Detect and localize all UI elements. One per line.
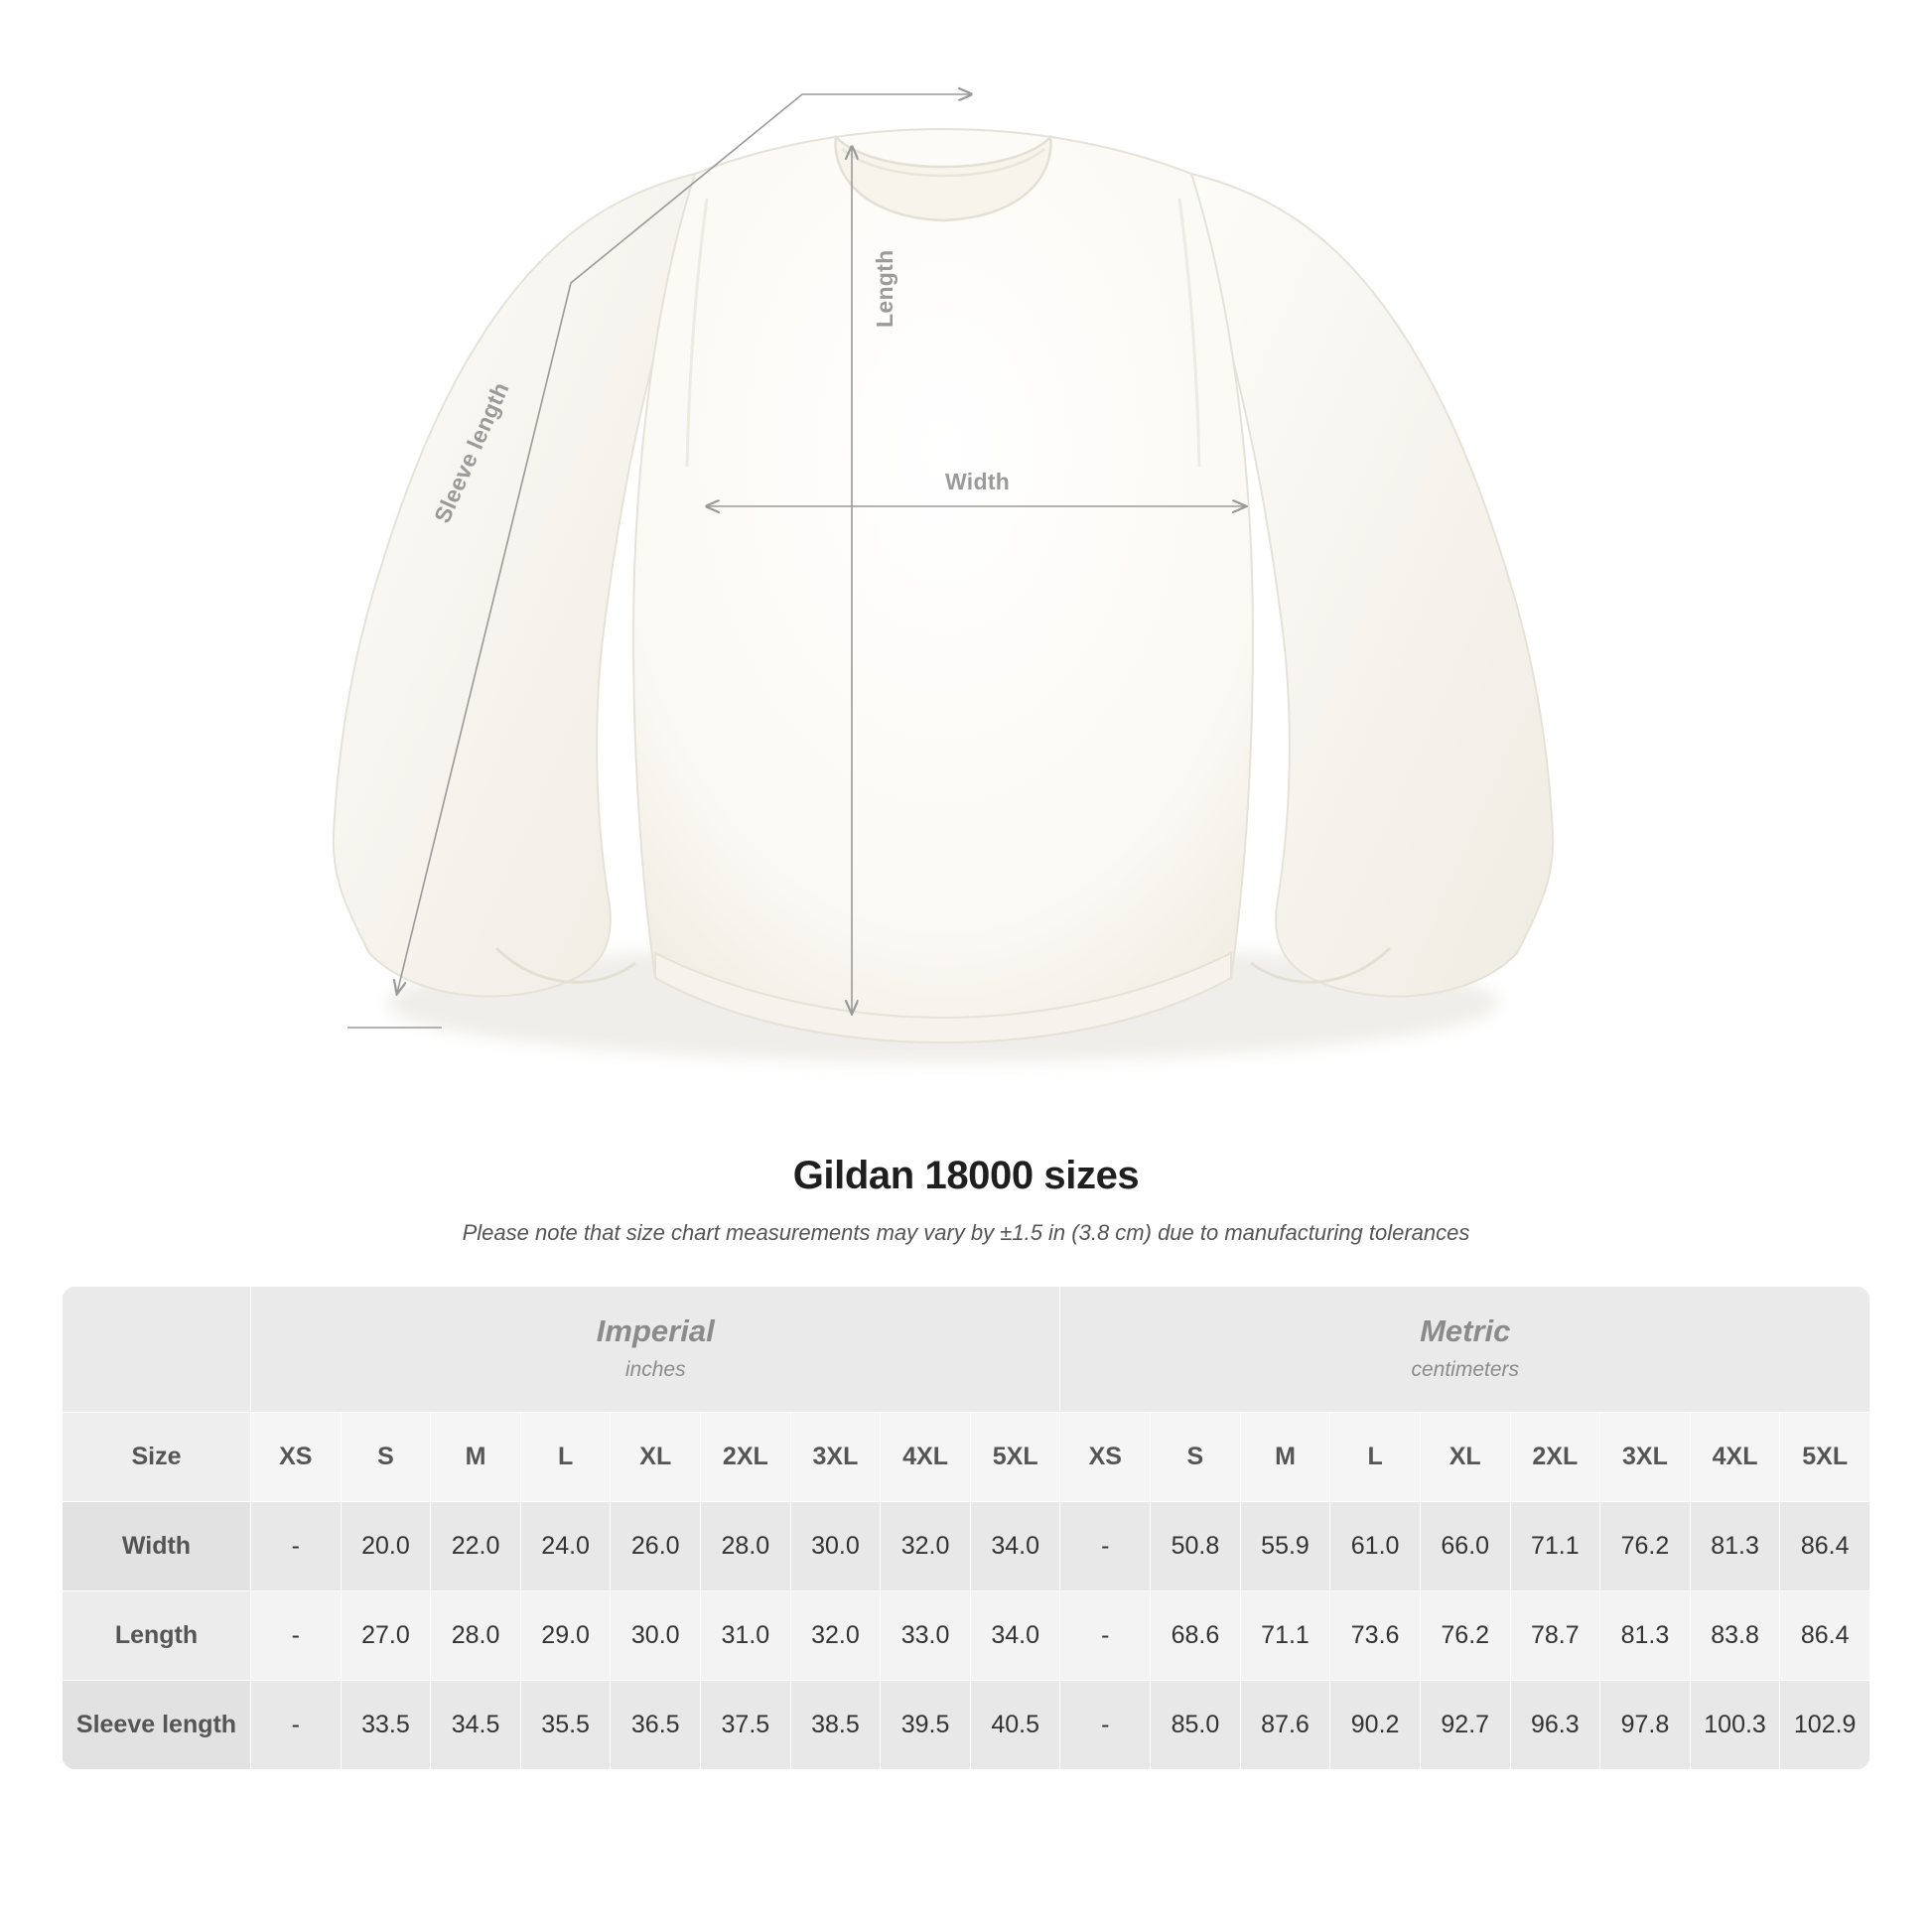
cell-sleeve-imperial-3xl: 38.5 [790,1680,881,1769]
garment-body [633,129,1253,1042]
cell-length-metric-s: 68.6 [1151,1590,1241,1680]
cell-sleeve-imperial-5xl: 40.5 [970,1680,1060,1769]
title-block [0,1154,1932,1246]
row-label-sleeve-length: Sleeve length [63,1680,251,1769]
metric-unit-title: Metric [1420,1313,1511,1348]
unit-header-row [63,1287,1870,1413]
cell-width-metric-xl: 66.0 [1420,1501,1510,1590]
cell-length-metric-l: 73.6 [1330,1590,1421,1680]
cell-width-metric-l: 61.0 [1330,1501,1421,1590]
cell-length-metric-xs: - [1060,1590,1151,1680]
cell-length-imperial-s: 27.0 [341,1590,431,1680]
imperial-unit-sub: inches [624,1357,686,1381]
metric-unit-sub: centimeters [1411,1357,1520,1381]
table-row [63,1501,1870,1590]
header-cell-metric-xl: XL [1420,1412,1510,1501]
cell-length-imperial-5xl: 34.0 [970,1590,1060,1680]
cell-width-imperial-l: 24.0 [520,1501,611,1590]
cell-sleeve-imperial-xs: - [251,1680,342,1769]
cell-sleeve-metric-s: 85.0 [1151,1680,1241,1769]
header-cell-imperial-5xl: 5XL [970,1412,1060,1501]
cell-length-metric-3xl: 81.3 [1600,1590,1691,1680]
cell-length-metric-m: 71.1 [1240,1590,1330,1680]
cell-width-metric-xs: - [1060,1501,1151,1590]
cell-sleeve-metric-5xl: 102.9 [1780,1680,1870,1769]
header-cell-metric-s: S [1151,1412,1241,1501]
cell-width-imperial-m: 22.0 [431,1501,521,1590]
cell-width-imperial-2xl: 28.0 [701,1501,791,1590]
cell-width-imperial-s: 20.0 [341,1501,431,1590]
header-cell-imperial-xl: XL [611,1412,701,1501]
cell-sleeve-metric-xl: 92.7 [1420,1680,1510,1769]
cell-sleeve-imperial-xl: 36.5 [611,1680,701,1769]
width-dimension-label: Width [945,469,1011,494]
cell-width-metric-3xl: 76.2 [1600,1501,1691,1590]
size-table [62,1286,1870,1770]
header-cell-metric-4xl: 4XL [1690,1412,1780,1501]
cell-sleeve-metric-3xl: 97.8 [1600,1680,1691,1769]
size-table-container [62,1286,1870,1770]
page-title: Gildan 18000 sizes [792,1154,1140,1197]
cell-sleeve-metric-l: 90.2 [1330,1680,1421,1769]
cell-sleeve-metric-4xl: 100.3 [1690,1680,1780,1769]
cell-sleeve-metric-xs: - [1060,1680,1151,1769]
cell-sleeve-imperial-4xl: 39.5 [881,1680,971,1769]
metric-unit-cell [1060,1287,1870,1413]
header-cell-imperial-4xl: 4XL [881,1412,971,1501]
cell-length-imperial-3xl: 32.0 [790,1590,881,1680]
cell-width-imperial-5xl: 34.0 [970,1501,1060,1590]
header-cell-imperial-3xl: 3XL [790,1412,881,1501]
cell-width-metric-m: 55.9 [1240,1501,1330,1590]
header-cell-imperial-xs: XS [251,1412,342,1501]
cell-length-metric-2xl: 78.7 [1510,1590,1600,1680]
imperial-unit-title: Imperial [596,1313,715,1348]
header-cell-imperial-s: S [341,1412,431,1501]
cell-sleeve-imperial-s: 33.5 [341,1680,431,1769]
sleeve-dimension-label: Sleeve length [429,377,514,527]
cell-width-imperial-xl: 26.0 [611,1501,701,1590]
header-cell-metric-l: L [1330,1412,1421,1501]
header-cell-metric-3xl: 3XL [1600,1412,1691,1501]
cell-length-metric-5xl: 86.4 [1780,1590,1870,1680]
cell-length-imperial-2xl: 31.0 [701,1590,791,1680]
header-cell-imperial-l: L [520,1412,611,1501]
imperial-unit-cell [251,1287,1060,1413]
cell-sleeve-imperial-l: 35.5 [520,1680,611,1769]
unit-corner-cell [63,1287,251,1413]
table-row [63,1590,1870,1680]
header-cell-metric-xs: XS [1060,1412,1151,1501]
cell-width-metric-5xl: 86.4 [1780,1501,1870,1590]
cell-length-imperial-m: 28.0 [431,1590,521,1680]
cell-width-imperial-4xl: 32.0 [881,1501,971,1590]
cell-length-imperial-xs: - [251,1590,342,1680]
cell-width-metric-4xl: 81.3 [1690,1501,1780,1590]
cell-sleeve-imperial-2xl: 37.5 [701,1680,791,1769]
header-cell-metric-2xl: 2XL [1510,1412,1600,1501]
cell-width-metric-2xl: 71.1 [1510,1501,1600,1590]
row-label-length: Length [63,1590,251,1680]
cell-length-imperial-l: 29.0 [520,1590,611,1680]
cell-sleeve-metric-2xl: 96.3 [1510,1680,1600,1769]
size-label-cell: Size [63,1412,251,1501]
cell-length-imperial-4xl: 33.0 [881,1590,971,1680]
cell-width-imperial-3xl: 30.0 [790,1501,881,1590]
cell-width-imperial-xs: - [251,1501,342,1590]
tolerance-note: Please note that size chart measurements may vary by ±1.5 in (3.8 cm) due to manufacturing tolerances [462,1220,1470,1245]
table-row [63,1680,1870,1769]
cell-sleeve-metric-m: 87.6 [1240,1680,1330,1769]
size-header-row [63,1412,1870,1501]
header-cell-imperial-2xl: 2XL [701,1412,791,1501]
header-cell-metric-5xl: 5XL [1780,1412,1870,1501]
cell-length-metric-4xl: 83.8 [1690,1590,1780,1680]
length-dimension-label: Length [872,249,897,328]
row-label-width: Width [63,1501,251,1590]
cell-sleeve-imperial-m: 34.5 [431,1680,521,1769]
cell-length-imperial-xl: 30.0 [611,1590,701,1680]
header-cell-metric-m: M [1240,1412,1330,1501]
header-cell-imperial-m: M [431,1412,521,1501]
cell-width-metric-s: 50.8 [1151,1501,1241,1590]
cell-length-metric-xl: 76.2 [1420,1590,1510,1680]
